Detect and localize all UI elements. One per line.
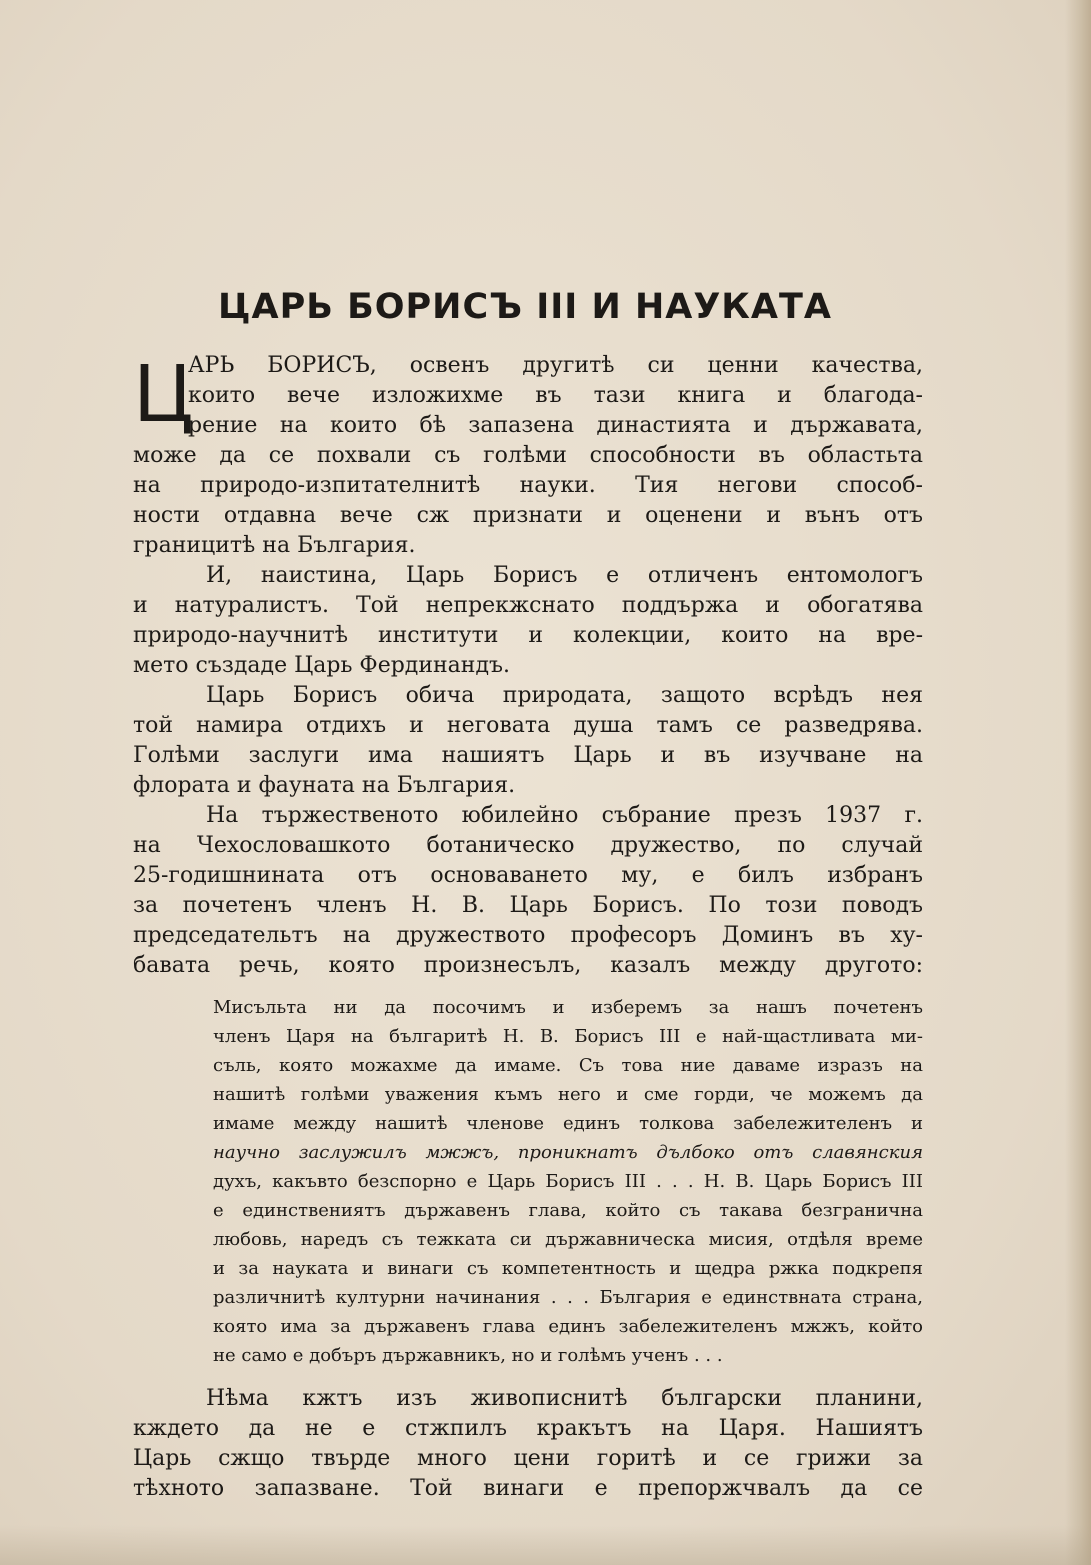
text-line: кждето да не е стжпилъ кракътъ на Царя. Нашиятъ: [133, 1416, 923, 1441]
paragraph-2: [133, 561, 923, 681]
drop-cap-lines: [188, 351, 923, 441]
quote-line: която има за държавенъ глава единъ забележителенъ мжжъ, който: [213, 1316, 923, 1337]
quote-line: имаме между нашитѣ членове единъ толкова забележителенъ и: [213, 1113, 923, 1134]
text-line: Голѣми заслуги има нашиятъ Царь и въ изучване на: [133, 743, 923, 768]
text-line: АРЬ БОРИСЪ, освенъ другитѣ си ценни качества,: [188, 353, 923, 378]
text-line: границитѣ на България.: [133, 533, 416, 558]
text-line: за почетенъ членъ Н. В. Царь Борисъ. По този поводъ: [133, 893, 923, 918]
text-line: флората и фауната на България.: [133, 773, 516, 798]
body-text: [133, 351, 923, 1504]
quote-line: любовь, наредъ съ тежката си държавническа мисия, отдѣля време: [213, 1229, 923, 1250]
text-line: може да се похвали съ голѣми способности въ областьта: [133, 443, 923, 468]
quote-line: Мисъльта ни да посочимъ и изберемъ за нашъ почетенъ: [213, 997, 923, 1018]
quote-line: нашитѣ голѣми уважения къмъ него и сме горди, че можемъ да: [213, 1084, 923, 1105]
text-line: които вече изложихме въ тази книга и благода-: [188, 383, 923, 408]
text-line: Царь Борисъ обича природата, защото всрѣдъ нея: [206, 683, 923, 708]
text-line: тѣхното запазване. Той винаги е препоржчвалъ да се: [133, 1476, 923, 1501]
block-quote: [133, 993, 923, 1370]
text-line: Царь сжщо твърде много цени горитѣ и се грижи за: [133, 1446, 923, 1471]
text-line: ности отдавна вече сж признати и оценени и вънъ отъ: [133, 503, 923, 528]
text-line: бавата речь, която произнесълъ, казалъ между другото:: [133, 953, 923, 978]
paragraph-1-rest: [133, 441, 923, 561]
paragraph-5: [133, 1384, 923, 1504]
paragraph-4: [133, 801, 923, 981]
page-edge-shadow: [1065, 0, 1091, 1565]
text-line: природо-научнитѣ институти и колекции, които на вре-: [133, 623, 923, 648]
quote-line: духъ, какъвто безспорно е Царь Борисъ III . . . Н. В. Царь Борисъ III: [213, 1171, 923, 1192]
text-line: Нѣма кжтъ изъ живописнитѣ български планини,: [206, 1386, 923, 1411]
quote-line: членъ Царя на българитѣ Н. В. Борисъ III е най-щастливата ми-: [213, 1026, 923, 1047]
text-line: И, наистина, Царь Борисъ е отличенъ ентомологъ: [206, 563, 923, 588]
text-line: мето създаде Царь Фердинандъ.: [133, 653, 510, 678]
paragraph-1-opening: [133, 351, 923, 441]
quote-line: научно заслужилъ мжжъ, проникнатъ дълбоко отъ славянския: [213, 1142, 923, 1163]
chapter-title: ЦАРЬ БОРИСЪ III И НАУКАТА: [218, 287, 832, 327]
paragraph-3: [133, 681, 923, 801]
text-line: рение на които бѣ запазена династията и държавата,: [188, 413, 923, 438]
text-line: и натуралистъ. Той непрекжснато поддържа и обогатява: [133, 593, 923, 618]
text-line: председательтъ на дружеството професоръ Доминъ въ ху-: [133, 923, 923, 948]
drop-cap: Ц: [133, 350, 194, 440]
text-line: той намира отдихъ и неговата душа тамъ се разведрява.: [133, 713, 923, 738]
quote-line: е единствениятъ държавенъ глава, който съ такава безгранична: [213, 1200, 923, 1221]
quote-line: съль, която можахме да имаме. Съ това ние даваме изразъ на: [213, 1055, 923, 1076]
quote-line: и за науката и винаги съ компетентность и щедра ржка подкрепя: [213, 1258, 923, 1279]
quote-line: различнитѣ културни начинания . . . България е единствната страна,: [213, 1287, 923, 1308]
page-bottom-shadow: [0, 1525, 1091, 1565]
quote-line: не само е добъръ държавникъ, но и голѣмъ ученъ . . .: [213, 1345, 723, 1366]
text-line: 25-годишнината отъ основаването му, е билъ избранъ: [133, 863, 923, 888]
text-line: На тържественото юбилейно събрание презъ 1937 г.: [206, 803, 923, 828]
text-line: на природо-изпитателнитѣ науки. Тия негови способ-: [133, 473, 923, 498]
text-line: на Чехословашкото ботаническо дружество, по случай: [133, 833, 923, 858]
